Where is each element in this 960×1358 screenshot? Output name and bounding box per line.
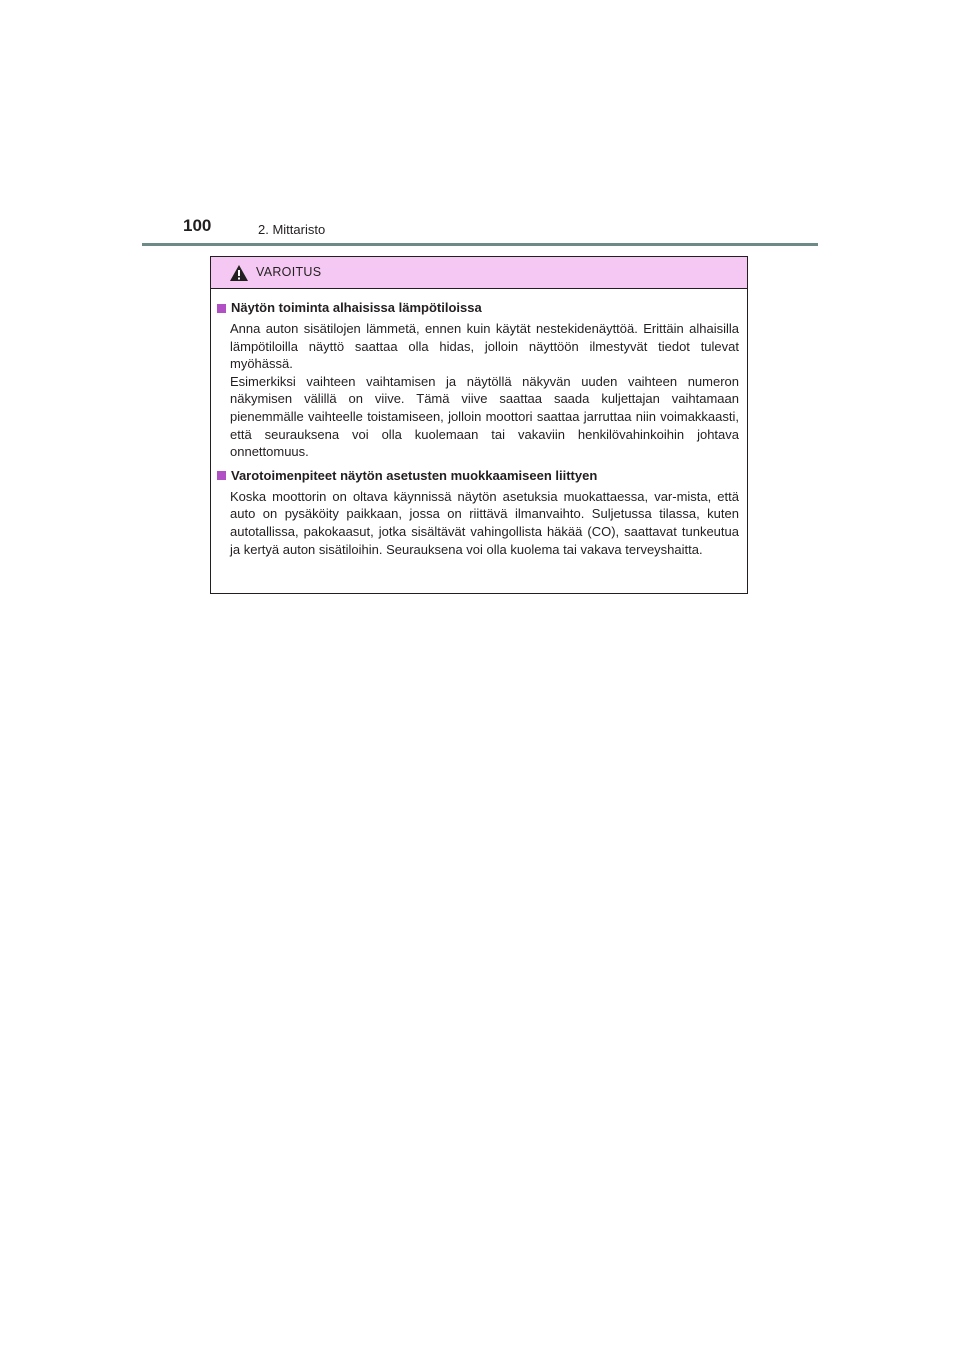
warning-triangle-icon — [229, 264, 249, 282]
section-title: 2. Mittaristo — [258, 222, 326, 237]
warning-box — [210, 256, 748, 594]
bullet-square-icon — [217, 304, 226, 313]
item-heading: Näytön toiminta alhaisissa lämpötiloissa — [231, 300, 482, 315]
item-paragraph: Koska moottorin on oltava käynnissä näytön asetuksia muokattaessa, var-mista, että auto on pysäköity paikkaan, jossa on riittävä ilmanvaihto. Suljetussa tilassa, kuten autotallissa, pakokaasut, jotka sisältävät vahingollista häkää (CO), saattavat tunkeutua ja kertyä auton sisätiloihin. Seurauksena voi olla kuolema tai vakava terveyshaitta. — [230, 488, 739, 557]
warning-item — [217, 467, 739, 558]
item-paragraph: Esimerkiksi vaihteen vaihtamisen ja näytöllä näkyvän uuden vaihteen numeron näkymisen välillä on viive. Tämä viive saattaa saada kuljettajan vaihtamaan pienemmälle vaihteelle toistamiseen, jolloin moottori saattaa jarruttaa niin voimakkaasti, että seurauksena voi olla kuolemaan tai vakaviin henkilövahinkoihin johtava onnettomuus. — [230, 373, 739, 460]
warning-header — [211, 257, 747, 289]
item-paragraph: Anna auton sisätilojen lämmetä, ennen kuin käytät nestekidenäyttöä. Erittäin alhaisilla lämpötiloilla näyttö saattaa olla hidas, jolloin näyttöön ilmestyvät tiedot tulevat myöhässä. — [230, 321, 739, 372]
page-number: 100 — [183, 216, 212, 235]
warning-item — [217, 299, 739, 461]
bullet-square-icon — [217, 471, 226, 480]
warning-body — [211, 289, 747, 558]
header-divider — [142, 243, 818, 246]
item-heading: Varotoimenpiteet näytön asetusten muokkaamiseen liittyen — [231, 467, 598, 483]
warning-title: VAROITUS — [256, 265, 322, 279]
